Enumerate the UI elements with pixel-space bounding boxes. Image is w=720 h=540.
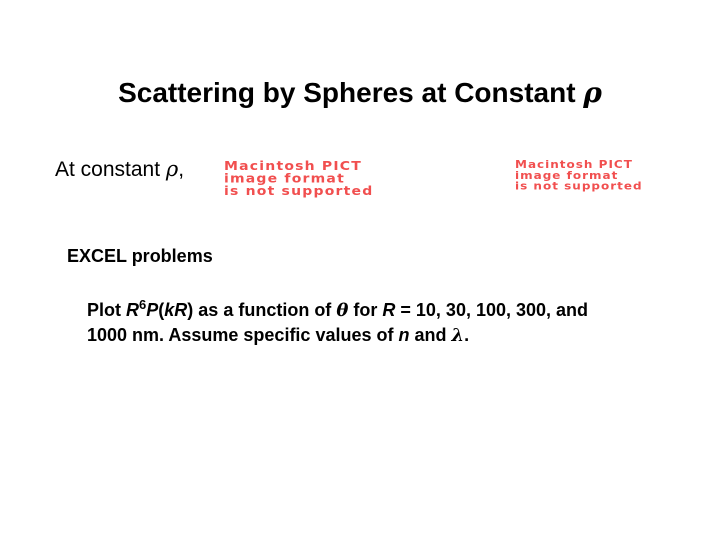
lambda-symbol: λ — [451, 325, 465, 346]
word-for: for — [353, 300, 378, 320]
intro-comma: , — [178, 158, 185, 181]
var-k: k — [164, 300, 175, 320]
word-and: and — [414, 325, 447, 345]
word-plot: Plot — [87, 300, 121, 320]
pict-placeholder-line: is not supported — [515, 179, 643, 193]
pict-placeholder-line: image format — [224, 171, 345, 187]
var-R: R — [382, 300, 396, 320]
theta-symbol: θ — [336, 300, 349, 321]
excel-heading: EXCEL problems — [67, 246, 213, 266]
paren-close: ) — [187, 300, 194, 320]
var-R: R — [174, 300, 188, 320]
intro-text: At constant — [55, 158, 161, 181]
var-R: R — [126, 300, 140, 320]
pict-placeholder-image — [515, 159, 715, 191]
values-text: = 10, 30, 100, 300, and — [400, 300, 589, 320]
rho-symbol: ρ — [583, 76, 602, 109]
problem-text — [87, 292, 707, 348]
slide-title-text: Scattering by Spheres at Constant — [118, 77, 576, 108]
text-line2: 1000 nm. Assume specific values of — [87, 325, 394, 345]
paren-open: ( — [158, 300, 165, 320]
period: . — [464, 325, 470, 345]
text-mid: as a function of — [198, 300, 332, 320]
pict-placeholder-line: Macintosh PICT — [224, 159, 363, 174]
intro-line — [55, 157, 184, 182]
pict-placeholder-line: is not supported — [224, 184, 374, 199]
pict-placeholder-line: image format — [515, 168, 619, 182]
var-P: P — [146, 300, 159, 320]
pict-placeholder-line: Macintosh PICT — [515, 158, 633, 171]
exponent: 6 — [139, 297, 147, 312]
var-n: n — [398, 325, 410, 345]
slide-title — [0, 76, 720, 109]
rho-symbol: ρ — [165, 157, 179, 181]
pict-placeholder-image — [224, 160, 456, 198]
